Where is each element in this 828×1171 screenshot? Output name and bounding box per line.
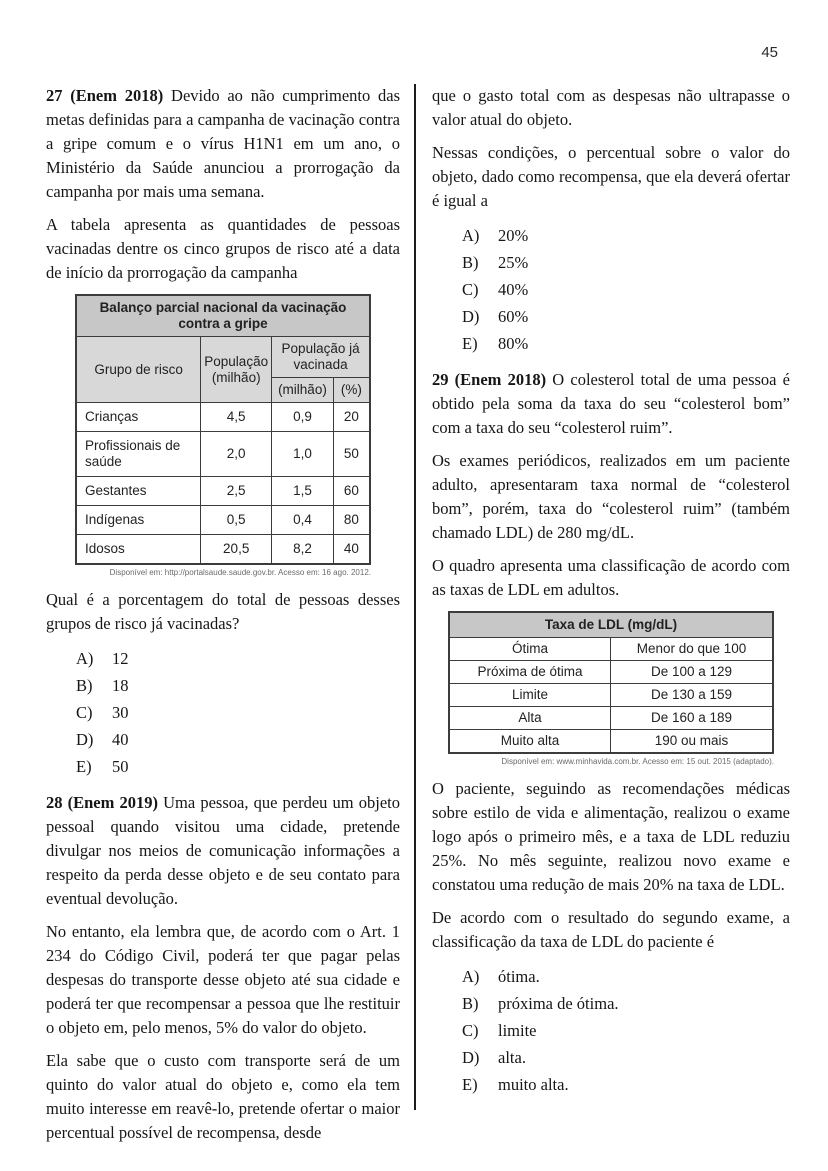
table-row: Gestantes 2,5 1,5 60 [76, 477, 370, 506]
question-29-paragraph-4: O paciente, seguindo as recomendações médicas sobre estilo de vida e alimentação, realizou o exame logo após o primeiro mês, e a taxa de LDL reduziu 25%. No mês seguinte, realizou novo exame e constatou uma redução de mais 20% na taxa de LDL. [432, 779, 790, 894]
question-29-number: 29 (Enem 2018) [432, 370, 547, 389]
table-row: Próxima de ótima De 100 a 129 [449, 661, 773, 684]
question-29-table-description: O quadro apresenta uma classificação de acordo com as taxas de LDL em adultos. [432, 556, 790, 599]
table-row: Ótima Menor do que 100 [449, 638, 773, 661]
question-28-intro [46, 791, 400, 911]
table-source: Disponível em: http://portalsaude.saude.gov.br. Acesso em: 16 ago. 2012. [109, 568, 371, 577]
table-row: Indígenas 0,5 0,4 80 [76, 506, 370, 535]
column-divider [414, 84, 416, 1110]
option-item: B) 18 [76, 676, 129, 695]
vaccination-table-block [75, 294, 371, 578]
option-item: D) alta. [462, 1048, 526, 1067]
header-vaccinated-pct: (%) [333, 378, 370, 403]
table-header-row [76, 337, 370, 378]
option-item: E) 50 [76, 757, 129, 776]
table-row: Crianças 4,5 0,9 20 [76, 403, 370, 432]
ldl-table-block [448, 611, 774, 767]
option-item: B) próxima de ótima. [462, 994, 619, 1013]
option-item: C) limite [462, 1021, 537, 1040]
option-item: A) ótima. [462, 967, 540, 986]
question-29-prompt: De acordo com o resultado do segundo exame, a classificação da taxa de LDL do paciente é [432, 908, 790, 951]
header-vaccinated-million: (milhão) [272, 378, 334, 403]
ldl-table-title: Taxa de LDL (mg/dL) [449, 612, 773, 638]
question-27-prompt: Qual é a porcentagem do total de pessoas desses grupos de risco já vacinadas? [46, 590, 400, 633]
question-29-intro-text: O colesterol total de uma pessoa é obtido pela soma da taxa do seu “colesterol bom” com a taxa do seu “colesterol ruim”. [432, 370, 790, 437]
option-item: B) 25% [462, 253, 529, 272]
column-right [432, 84, 790, 1109]
question-28-prompt: Nessas condições, o percentual sobre o valor do objeto, dado como recompensa, que ela deverá ofertar é igual a [432, 143, 790, 210]
question-27-intro-text: Devido ao não cumprimento das metas definidas para a campanha de vacinação contra a gripe comum e o vírus H1N1 em um ano, o Ministério da Saúde anunciou a prorrogação da campanha por mais uma semana. [46, 86, 401, 201]
table-title-row [76, 295, 370, 337]
vaccination-table-title: Balanço parcial nacional da vacinação contra a gripe [76, 295, 370, 337]
table-source: Disponível em: www.minhavida.com.br. Acesso em: 15 out. 2015 (adaptado). [501, 757, 774, 766]
question-28-paragraph-2: No entanto, ela lembra que, de acordo com o Art. 1 234 do Código Civil, poderá ter que pagar pelas despesas do transporte desse objeto até sua cidade e poderá ter que recompensar a pessoa que lhe restituir o objeto em, pelo menos, 5% do valor do objeto. [46, 922, 400, 1037]
question-27-intro [46, 84, 400, 204]
question-27-table-description: A tabela apresenta as quantidades de pessoas vacinadas dentre os cinco grupos de risco até a data de início da prorrogação da campanha [46, 215, 400, 282]
option-item: C) 40% [462, 280, 529, 299]
ldl-table [448, 611, 774, 754]
question-28-paragraph-4: que o gasto total com as despesas não ultrapasse o valor atual do objeto. [432, 86, 790, 129]
column-left [46, 84, 400, 1154]
question-28-number: 28 (Enem 2019) [46, 793, 158, 812]
option-item: E) muito alta. [462, 1075, 569, 1094]
page-number: 45 [761, 44, 778, 61]
table-row: Alta De 160 a 189 [449, 707, 773, 730]
option-item: E) 80% [462, 334, 529, 353]
table-row: Limite De 130 a 159 [449, 684, 773, 707]
question-28-options [462, 222, 790, 357]
question-28-paragraph-3: Ela sabe que o custo com transporte será de um quinto do valor atual do objeto e, como ela tem muito interesse em reavê-lo, pretende ofertar o maior percentual possível de recompensa, desde [46, 1051, 400, 1142]
table-row: Idosos 20,5 8,2 40 [76, 535, 370, 565]
header-vaccinated: População já vacinada [272, 337, 370, 378]
option-item: A) 20% [462, 226, 529, 245]
question-27-options [76, 645, 400, 780]
table-row: Muito alta 190 ou mais [449, 730, 773, 754]
question-28-intro-text: Uma pessoa, que perdeu um objeto pessoal quando visitou uma cidade, pretende divulgar nos meios de comunicação informações a respeito da perda desse objeto e de seu contato para eventual devolução. [46, 793, 401, 908]
option-item: A) 12 [76, 649, 129, 668]
vaccination-table [75, 294, 371, 565]
option-item: D) 60% [462, 307, 529, 326]
option-item: C) 30 [76, 703, 129, 722]
question-27-number: 27 (Enem 2018) [46, 86, 164, 105]
table-title-row [449, 612, 773, 638]
header-population: População (milhão) [201, 337, 272, 403]
question-29-paragraph-2: Os exames periódicos, realizados em um paciente adulto, apresentaram taxa normal de “colesterol bom”, porém, taxa do “colesterol ruim” (também chamado LDL) de 280 mg/dL. [432, 451, 790, 542]
option-item: D) 40 [76, 730, 129, 749]
question-29-options [462, 963, 790, 1098]
table-row: Profissionais de saúde 2,0 1,0 50 [76, 432, 370, 477]
question-29-intro [432, 368, 790, 440]
header-group: Grupo de risco [76, 337, 201, 403]
